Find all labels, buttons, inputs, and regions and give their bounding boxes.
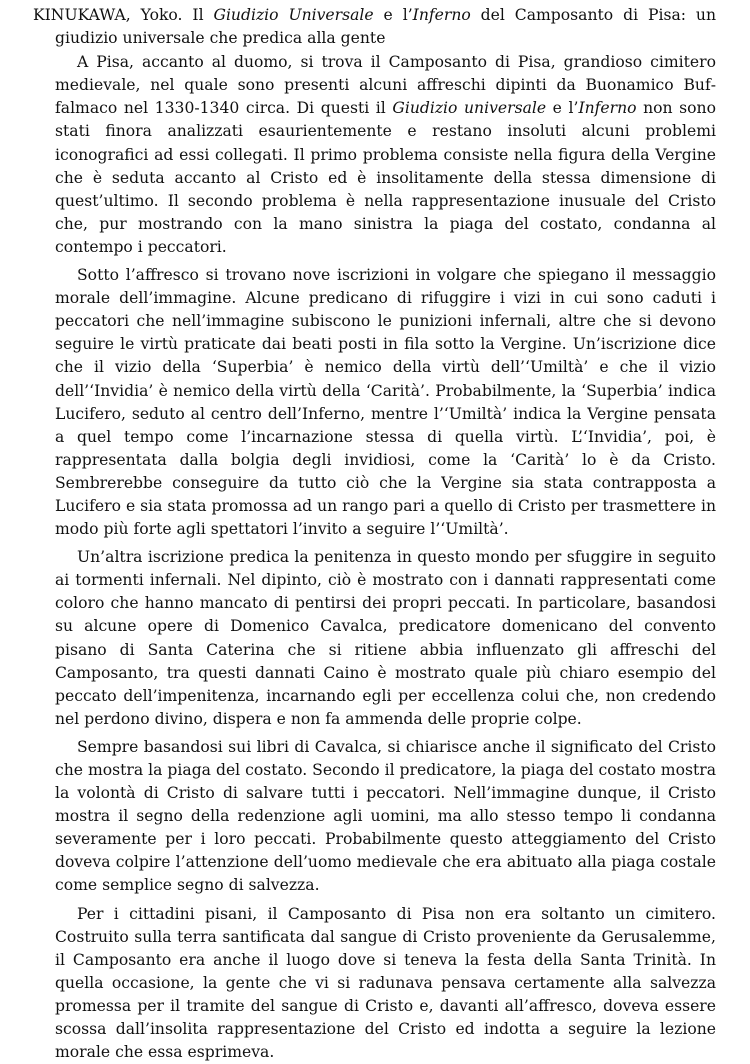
paragraph-2: Sotto l’affresco si trovano nove iscrizioni in volgare che spiegano il messaggio morale dell’immagine. Alcune predicano di rifuggire i vizi in cui sono caduti i peccatori che nell’immagine subiscono le punizioni infernali, altre che si devono seguire le virtù praticate dai beati posti in fila sotto la Vergine. Un’iscrizione dice che il vizio della ‘Superbia’ è nemico della virtù dell’‘Umiltà’ e che il vizio dell’‘Invidia’ è nemico della virtù della ‘Carità’. Probabilmente, la ‘Superbia’ indica Lucifero, seduto al centro dell’Inferno, mentre l’‘Umiltà’ indica la Vergine pensata a quel tempo come l’incarnazione stessa di quella virtù. L’‘Invidia’, poi, è rappresentata dalla bolgia degli invidiosi, come la ‘Carità’ lo è da Cristo. Sembrerebbe conseguire da tutto ciò che la Vergine sia stata contrapposta a Lucifero e sia stata promossa ad un rango pari a quello di Cristo per trasmettere in modo più forte agli spettatori l’invito a seguire l’‘Umiltà’. (55, 266, 716, 539)
paragraph-1: A Pisa, accanto al duomo, si trova il Camposanto di Pisa, grandioso cimitero medievale, nel quale sono presenti alcuni affreschi dipinti da Buonamico Buffalmaco nel 1330-1340 circa. Di questi il Giudizio universale e l’Inferno non sono stati finora analizzati esaurientemente e restano insoluti alcuni problemi iconografici ad essi collegati. Il primo problema consiste nella figura della Vergine che è seduta accanto al Cristo ed è insolitamente della stessa dimensione di quest’ultimo. Il secondo problema è nella rappresentazione inusuale del Cristo che, pur mostrando con la mano sinistra la piaga del costato, condanna al contempo i peccatori. (55, 53, 716, 256)
paragraph-3: Un’altra iscrizione predica la penitenza in questo mondo per sfuggire in seguito ai tormenti infernali. Nel dipinto, ciò è mostrato con i dannati rappresentati come coloro che hanno mancato di pentirsi dei propri peccati. In particolare, basandosi su alcune opere di Domenico Cavalca, predicatore domenicano del convento pisano di Santa Caterina che si ritiene abbia influenzato gli affreschi del Camposanto, tra questi dannati Caino è mostrato quale più chiaro esempio del peccato dell’impenitenza, incarnando egli per eccellenza colui che, non credendo nel perdono divino, dispera e non fa ammenda delle proprie colpe. (55, 548, 716, 728)
author-name: KINUKAWA, Yoko. (33, 6, 183, 24)
paragraph-5: Per i cittadini pisani, il Camposanto di Pisa non era soltanto un cimitero. Costruito sulla terra santificata dal sangue di Cristo proveniente da Gerusalemme, il Camposanto era anche il luogo dove si teneva la festa della Santa Trinità. In quella occasione, la gente che vi si radunava pensava certamente alla salvezza promessa per il tramite del sangue di Cristo e, davanti all’affresco, doveva essere scossa dall’insolita rappresentazione del Cristo ed indotta a seguire la lezione morale che essa esprimeva. (55, 904, 716, 1062)
title-italic-inferno: Inferno (412, 6, 471, 24)
abstract-page (33, 4, 716, 1064)
paragraph-4: Sempre basandosi sui libri di Cavalca, si chiarisce anche il significato del Cristo che mostra la piaga del costato. Secondo il predicatore, la piaga del costato mostra la volontà di Cristo di salvare tutti i peccatori. Nell’immagine dunque, il Cristo mostra il segno della redenzione agli uomini, ma allo stesso tempo li condanna severamente per i loro peccati. Probabilmente questo atteggiamento del Cristo doveva colpire l’attenzione dell’uomo medievale che era abituato alla piaga costale come semplice segno di salvezza. (55, 737, 716, 895)
bibliographic-heading: KINUKAWA, Yoko. Il Giudizio Universale e l’Inferno del Camposanto di Pisa: un giudizio universale che predica alla gente (33, 6, 717, 48)
title-italic-giudizio: Giudizio Universale (213, 6, 374, 24)
